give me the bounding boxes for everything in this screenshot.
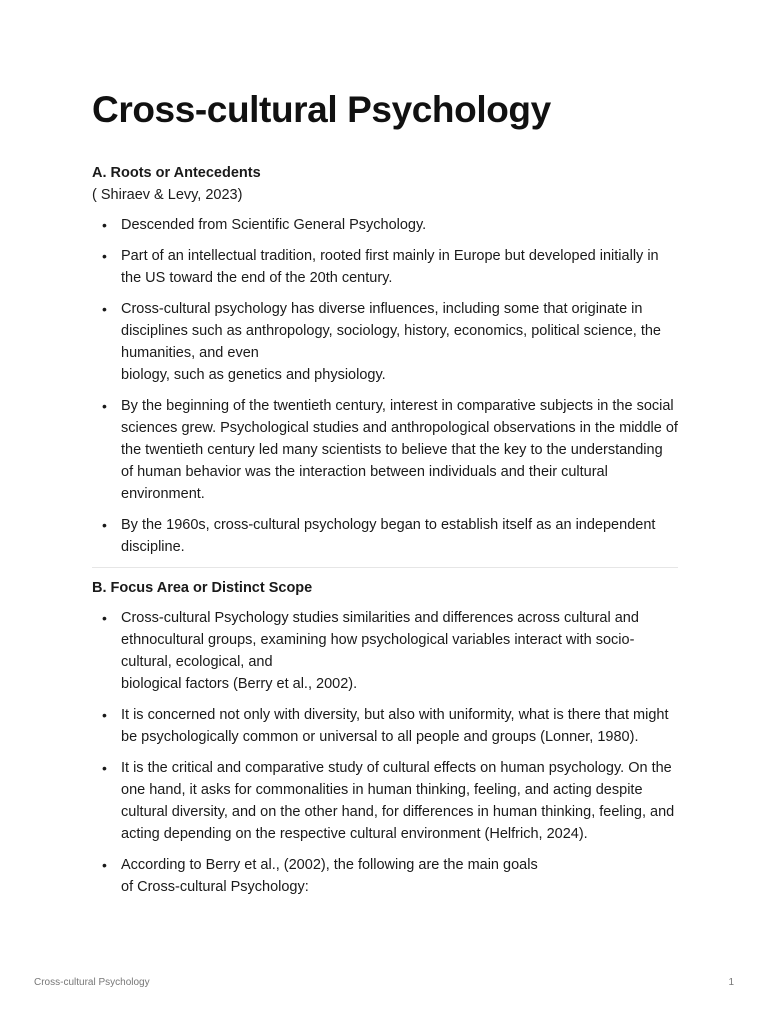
list-item-text: Descended from Scientific General Psychology. bbox=[121, 217, 427, 233]
bullet-icon: • bbox=[102, 707, 107, 723]
list-item-text: Part of an intellectual tradition, rooted first mainly in Europe but developed initially in the US toward the end of the 20th century. bbox=[121, 248, 659, 286]
bullet-icon: • bbox=[102, 248, 107, 264]
list-item bbox=[92, 214, 678, 236]
bullet-icon: • bbox=[102, 610, 107, 626]
list-item bbox=[92, 514, 678, 558]
list-item-text: It is the critical and comparative study of cultural effects on human psychology. On the one hand, it asks for commonalities in human thinking, feeling, and acting despite cultural diversity, and on the other hand, for differences in human thinking, feeling, and acting depending on the respective cultural environment (Helfrich, 2024). bbox=[121, 760, 675, 842]
list-item bbox=[92, 607, 678, 695]
list-item bbox=[92, 395, 678, 505]
page-title: Cross-cultural Psychology bbox=[92, 89, 551, 130]
list-item-text: By the beginning of the twentieth century, interest in comparative subjects in the social sciences grew. Psychological studies and anthropological observations in the middle of the twentieth century led many scientists to believe that the key to the understanding of human behavior was the interaction between individuals and their cultural environment. bbox=[121, 398, 678, 502]
list-item bbox=[92, 854, 678, 898]
list-item-text: Cross-cultural psychology has diverse influences, including some that originate in disciplines such as anthropology, sociology, history, economics, political science, the humanities, and even biology, such as genetics and physiology. bbox=[121, 301, 661, 383]
section-b-bullet-list bbox=[92, 607, 678, 898]
bullet-icon: • bbox=[102, 217, 107, 233]
section-a-heading: A. Roots or Antecedents bbox=[92, 165, 261, 181]
footer-title: Cross-cultural Psychology bbox=[34, 977, 150, 988]
section-b-heading: B. Focus Area or Distinct Scope bbox=[92, 580, 313, 596]
list-item bbox=[92, 298, 678, 386]
page-footer bbox=[34, 977, 734, 988]
bullet-icon: • bbox=[102, 398, 107, 414]
list-item-text: By the 1960s, cross-cultural psychology began to establish itself as an independent discipline. bbox=[121, 517, 656, 555]
section-a-citation: ( Shiraev & Levy, 2023) bbox=[92, 187, 243, 203]
section-a-bullet-list bbox=[92, 214, 678, 558]
list-item bbox=[92, 704, 678, 748]
section-divider bbox=[92, 567, 678, 568]
list-item bbox=[92, 245, 678, 289]
bullet-icon: • bbox=[102, 857, 107, 873]
footer-page-number: 1 bbox=[728, 977, 734, 988]
list-item-text: It is concerned not only with diversity, but also with uniformity, what is there that might be psychologically common or universal to all people and groups (Lonner, 1980). bbox=[121, 707, 669, 745]
document-page bbox=[92, 88, 678, 907]
bullet-icon: • bbox=[102, 301, 107, 317]
list-item-text: Cross-cultural Psychology studies similarities and differences across cultural and ethnocultural groups, examining how psychological variables interact with socio-cultural, ecological, and biological factors (Berry et al., 2002). bbox=[121, 610, 639, 692]
bullet-icon: • bbox=[102, 517, 107, 533]
list-item-text: According to Berry et al., (2002), the following are the main goals of Cross-cultural Psychology: bbox=[121, 857, 538, 895]
list-item bbox=[92, 757, 678, 845]
bullet-icon: • bbox=[102, 760, 107, 776]
